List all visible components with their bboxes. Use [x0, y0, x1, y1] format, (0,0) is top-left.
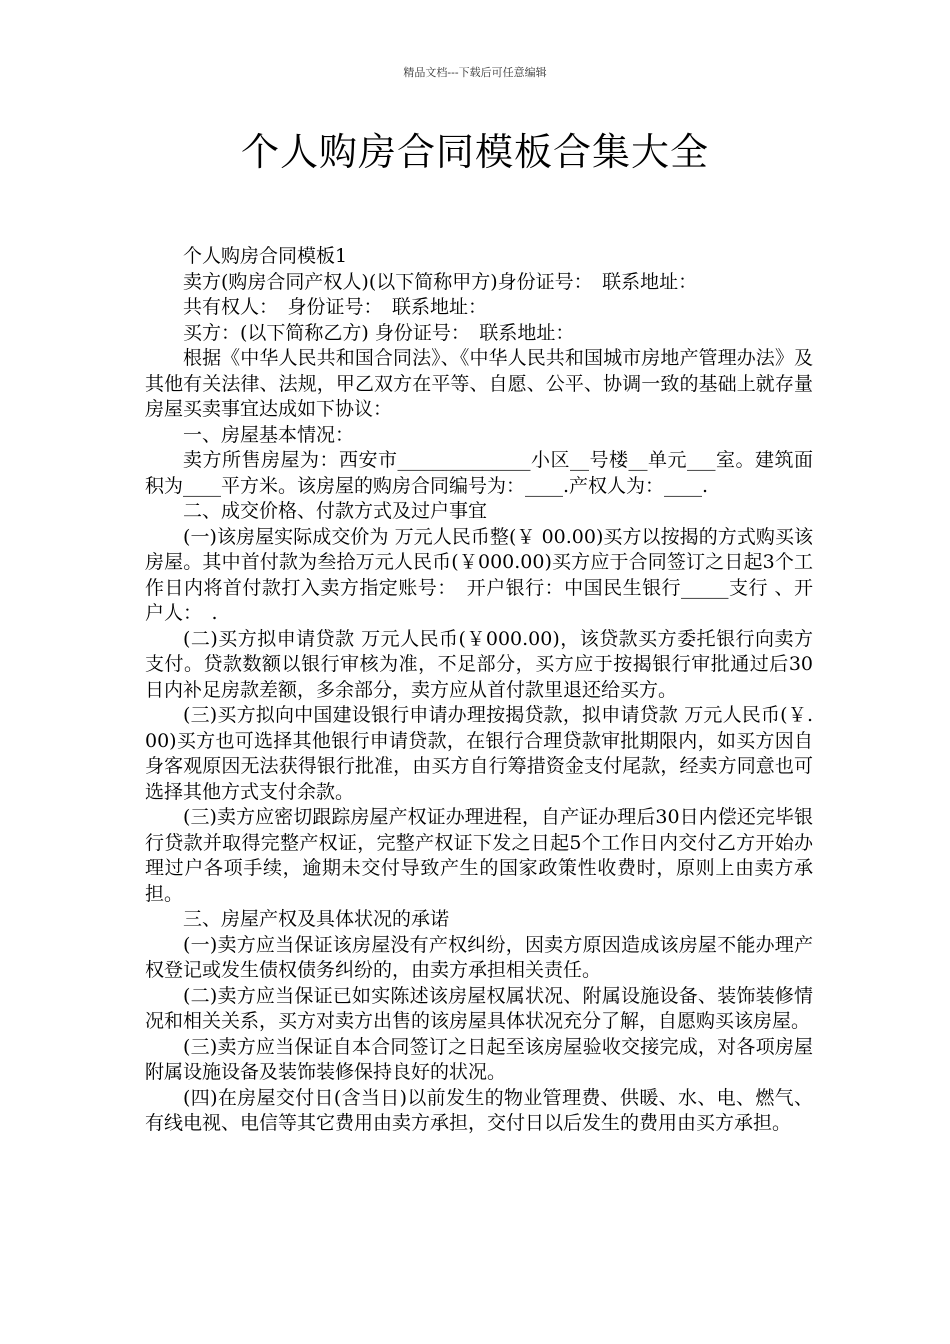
section-heading-price-payment: 二、成交价格、付款方式及过户事宜: [183, 500, 488, 522]
document-body: [145, 244, 813, 1137]
paragraph-heading-template: 个人购房合同模板1: [183, 245, 348, 267]
paragraph-house-details: 卖方所售房屋为：西安市______________小区__号楼__单元___室。建筑面积为____平方米。该房屋的购房合同编号为：____.产权人为：____.: [145, 449, 813, 497]
paragraph-price-clause-2: (二)买方拟申请贷款 万元人民币(￥000.00)，该贷款买方委托银行向卖方支付。贷款数额以银行审核为准，不足部分，买方应于按揭银行审批通过后30日内补足房款差额，多余部分，卖方应从首付款里退还给买方。: [145, 627, 813, 701]
paragraph-buyer-info: 买方：(以下简称乙方) 身份证号： 联系地址：: [183, 321, 575, 344]
paragraph-seller-info: 卖方(购房合同产权人)(以下简称甲方)身份证号： 联系地址：: [183, 270, 698, 293]
paragraph-promise-clause-2: (二)卖方应当保证已如实陈述该房屋权属状况、附属设施设备、装饰装修情况和相关关系，买方对卖方出售的该房屋具体状况充分了解，自愿购买该房屋。: [145, 984, 813, 1032]
section-heading-ownership-promise: 三、房屋产权及具体状况的承诺: [183, 908, 450, 930]
paragraph-price-clause-4: (三)卖方应密切跟踪房屋产权证办理进程，自产证办理后30日内偿还完毕银行贷款并取得完整产权证，完整产权证下发之日起5个工作日内交付乙方开始办理过户各项手续，逾期未交付导致产生的国家政策性收费时，原则上由卖方承担。: [145, 806, 813, 905]
paragraph-promise-clause-4: (四)在房屋交付日(含当日)以前发生的物业管理费、供暖、水、电、燃气、有线电视、电信等其它费用由卖方承担，交付日以后发生的费用由买方承担。: [145, 1086, 813, 1134]
document-title: 个人购房合同模板合集大全: [240, 130, 709, 174]
paragraph-promise-clause-3: (三)卖方应当保证自本合同签订之日起至该房屋验收交接完成，对各项房屋附属设施设备及装饰装修保持良好的状况。: [145, 1035, 813, 1083]
paragraph-promise-clause-1: (一)卖方应当保证该房屋没有产权纠纷，因卖方原因造成该房屋不能办理产权登记或发生债权债务纠纷的，由卖方承担相关责任。: [145, 933, 813, 981]
paragraph-legal-basis: 根据《中华人民共和国合同法》、《中华人民共和国城市房地产管理办法》及其他有关法律、法规，甲乙双方在平等、自愿、公平、协调一致的基础上就存量房屋买卖事宜达成如下协议：: [145, 347, 813, 420]
header-note: 精品文档---下载后可任意编辑: [403, 66, 547, 79]
paragraph-price-clause-3: (三)买方拟向中国建设银行申请办理按揭贷款，拟申请贷款 万元人民币(￥.00)买方也可选择其他银行申请贷款，在银行合理贷款审批期限内，如买方因自身客观原因无法获得银行批准，由买方自行筹措资金支付尾款，经卖方同意也可选择其他方式支付余款。: [145, 704, 813, 803]
paragraph-co-owner-info: 共有权人： 身份证号： 联系地址：: [183, 296, 488, 318]
paragraph-price-clause-1: (一)该房屋实际成交价为 万元人民币整(￥ 00.00)买方以按揭的方式购买该房屋。其中首付款为叁拾万元人民币(￥000.00)买方应于合同签订之日起3个工作日内将首付款打入卖方指定账号： 开户银行：中国民生银行_____支行 、开户人： .: [145, 525, 813, 624]
section-heading-house-info: 一、房屋基本情况：: [183, 423, 355, 446]
